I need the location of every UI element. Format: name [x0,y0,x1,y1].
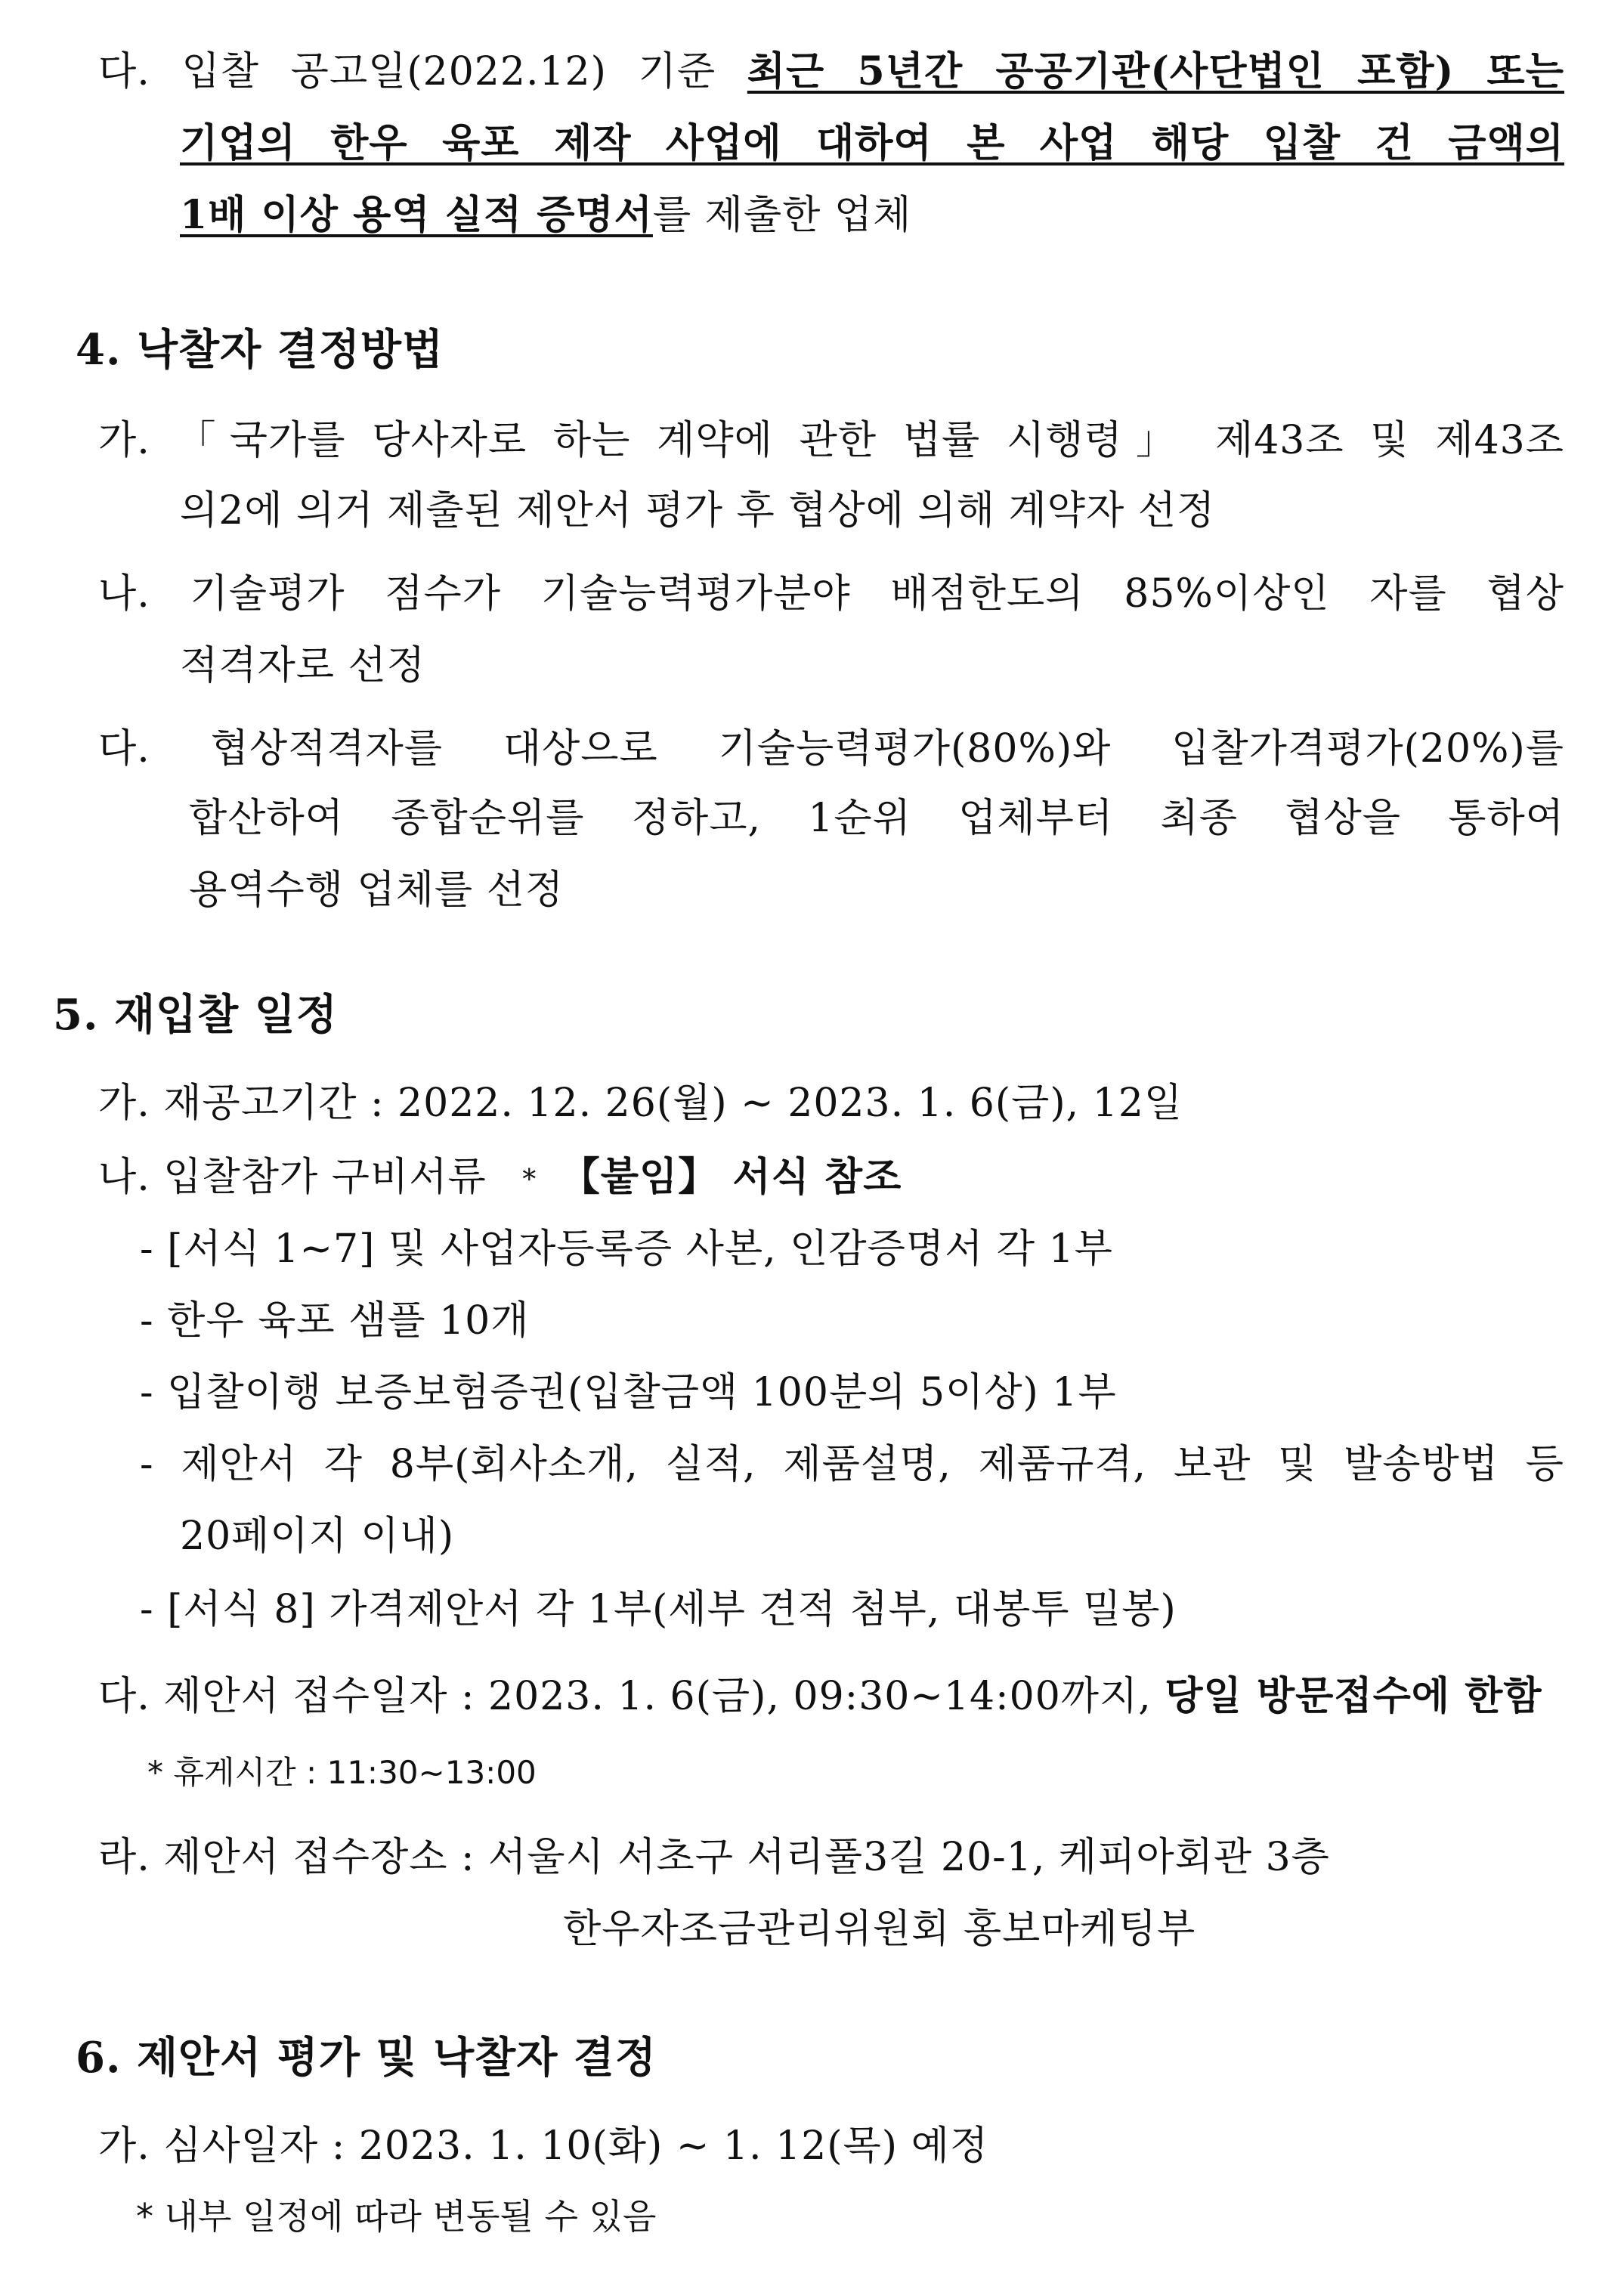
s3-da-line2: 기업의 한우 육포 제작 사업에 대하여 본 사업 해당 입찰 건 금액의 [180,120,1564,166]
s3-da-line3: 1배 이상 용역 실적 증명서를 제출한 업체 [180,192,912,238]
s5-da-note: * 휴게시간 : 11:30~13:00 [147,1754,537,1791]
s6-note: * 내부 일정에 따라 변동될 수 있음 [136,2196,657,2237]
section-6-title: 6. 제안서 평가 및 낙찰자 결정 [76,2033,657,2083]
s5-na: 나. 입찰참가 구비서류 * 【붙임】 서식 참조 [98,1154,902,1200]
s4-da-line3: 용역수행 업체를 선정 [189,868,565,913]
s5-item-1: - [서식 1~7] 및 사업자등록증 사본, 인감증명서 각 1부 [140,1226,1113,1272]
s4-da-line1: 다. 협상적격자를 대상으로 기술능력평가(80%)와 입찰가격평가(20%)를 [98,726,1564,772]
s4-ga-line1: 가. 「국가를 당사자로 하는 계약에 관한 법률 시행령」 제43조 및 제43조 [98,418,1564,463]
s5-item-5: - [서식 8] 가격제안서 각 1부(세부 견적 첨부, 대봉투 밀봉) [140,1587,1177,1632]
s5-ra-line2: 한우자조금관리위원회 홍보마케팅부 [563,1907,1196,1952]
s5-ra-line1: 라. 제안서 접수장소 : 서울시 서초구 서리풀3길 20-1, 케피아회관 3층 [98,1835,1330,1880]
s4-ga-line2: 의2에 의거 제출된 제안서 평가 후 협상에 의해 계약자 선정 [180,488,1216,534]
s5-item-4: - 제안서 각 8부(회사소개, 실적, 제품설명, 제품규격, 보관 및 발송방법 등 [140,1442,1564,1487]
s5-da: 다. 제안서 접수일자 : 2023. 1. 6(금), 09:30~14:00까지, 당일 방문접수에 한함 [98,1673,1542,1719]
s4-na-line1: 나. 기술평가 점수가 기술능력평가분야 배점한도의 85%이상인 자를 협상 [98,571,1564,617]
s4-na-line2: 적격자로 선정 [180,643,425,688]
s5-ga: 가. 재공고기간 : 2022. 12. 26(월) ~ 2023. 1. 6(금), 12일 [98,1081,1183,1126]
s5-da-emphasis: 당일 방문접수에 한함 [1165,1673,1542,1719]
s3-da-line1: 다. 입찰 공고일(2022.12) 기준 최근 5년간 공공기관(사단법인 포함) 또는 [98,48,1564,94]
asterisk-mark: * [522,1164,537,1195]
section-5-title: 5. 재입찰 일정 [53,990,338,1040]
s5-item-2: - 한우 육포 샘플 10개 [140,1298,530,1344]
s4-da-line2: 합산하여 종합순위를 정하고, 1순위 업체부터 최종 협상을 통하여 [189,796,1564,841]
s3-da-underlined: 최근 5년간 공공기관(사단법인 포함) 또는 [747,48,1564,94]
s5-item-3: - 입찰이행 보증보험증권(입찰금액 100분의 5이상) 1부 [140,1370,1117,1415]
s6-ga: 가. 심사일자 : 2023. 1. 10(화) ~ 1. 12(목) 예정 [98,2123,989,2169]
section-4-title: 4. 낙찰자 결정방법 [76,325,444,375]
s5-item-4-cont: 20페이지 이내) [180,1514,455,1559]
